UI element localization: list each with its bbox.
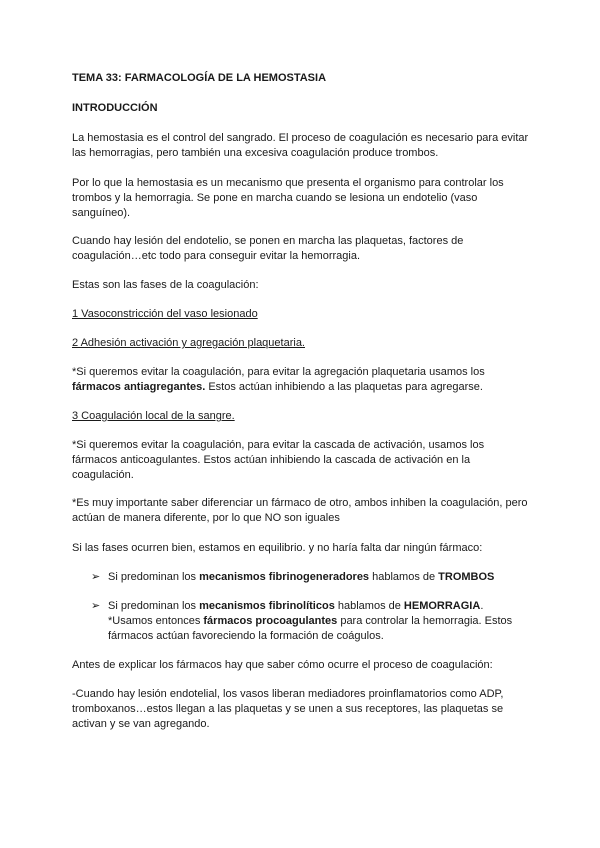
bold-antiplatelet-drugs: fármacos antiagregantes. — [72, 381, 206, 393]
bold-thrombos: TROMBOS — [438, 571, 495, 583]
paragraph-endothelial-injury: -Cuando hay lesión endotelial, los vasos liberan mediadores proinflamatorios como ADP, tromboxanos…estos llegan a las plaquetas y se unen a sus receptores, las plaquetas se activan y se van agregando. — [72, 688, 504, 730]
arrow-bullet-icon: ➢ — [91, 571, 101, 583]
text-run: *Si queremos evitar la coagulación, para evitar la agregación plaquetaria usamos los — [72, 366, 485, 378]
text-run: para controlar la hemorragia. Estos fármacos actúan favoreciendo la formación de coágulos. — [108, 615, 513, 642]
phase-3: 3 Coagulación local de la sangre. — [72, 410, 235, 422]
text-run: hablamos de — [334, 600, 404, 612]
paragraph-before-drugs: Antes de explicar los fármacos hay que saber cómo ocurre el proceso de coagulación: — [72, 659, 493, 671]
bullet-thrombosis — [91, 570, 531, 585]
text-run: Si predominan los — [108, 600, 200, 612]
paragraph-phases-intro: Estas son las fases de la coagulación: — [72, 279, 259, 291]
phase-1: 1 Vasoconstricción del vaso lesionado — [72, 308, 258, 320]
paragraph-definition: La hemostasia es el control del sangrado. El proceso de coagulación es necesario para evitar las hemorragias, pero también una excesiva coagulación produce trombos. — [72, 132, 529, 159]
text-run: . — [480, 600, 484, 612]
document-title: TEMA 33: FARMACOLOGÍA DE LA HEMOSTASIA — [72, 72, 327, 84]
bold-fibrinolytic: mecanismos fibrinolíticos — [199, 600, 335, 612]
phase-2: 2 Adhesión activación y agregación plaquetaria. — [72, 337, 305, 349]
paragraph-antiplatelet — [72, 365, 532, 395]
paragraph-endothelium: Cuando hay lesión del endotelio, se ponen en marcha las plaquetas, factores de coagulación…etc todo para conseguir evitar la hemorragia. — [72, 235, 464, 262]
paragraph-mechanism: Por lo que la hemostasia es un mecanismo que presenta el organismo para controlar los trombos y la hemorragia. Se pone en marcha cuando se lesiona un endotelio (vaso sanguíneo). — [72, 177, 504, 219]
bold-fibrinogenerating: mecanismos fibrinogeneradores — [199, 571, 370, 583]
bullet-hemorrhage — [91, 599, 531, 644]
section-heading: INTRODUCCIÓN — [72, 102, 158, 114]
bullet-hemorrhage-text — [108, 599, 531, 644]
bold-hemorrhage: HEMORRAGIA — [403, 600, 481, 612]
paragraph-difference: *Es muy importante saber diferenciar un fármaco de otro, ambos inhiben la coagulación, pero actúan de manera diferente, por lo que NO son iguales — [72, 497, 528, 524]
bold-procoagulant-drugs: fármacos procoagulantes — [203, 615, 338, 627]
text-run: *Usamos entonces — [108, 615, 204, 627]
arrow-bullet-icon: ➢ — [91, 600, 101, 612]
text-run: Estos actúan inhibiendo a las plaquetas para agregarse. — [205, 381, 483, 393]
text-run: hablamos de — [369, 571, 439, 583]
paragraph-anticoagulant: *Si queremos evitar la coagulación, para evitar la cascada de activación, usamos los fármacos anticoagulantes. Estos actúan inhibiendo la cascada de activación en la coagulación. — [72, 439, 485, 481]
bullet-thrombosis-text — [108, 570, 531, 585]
text-run: Si predominan los — [108, 571, 200, 583]
paragraph-equilibrium: Si las fases ocurren bien, estamos en equilibrio. y no haría falta dar ningún fármaco: — [72, 542, 483, 554]
